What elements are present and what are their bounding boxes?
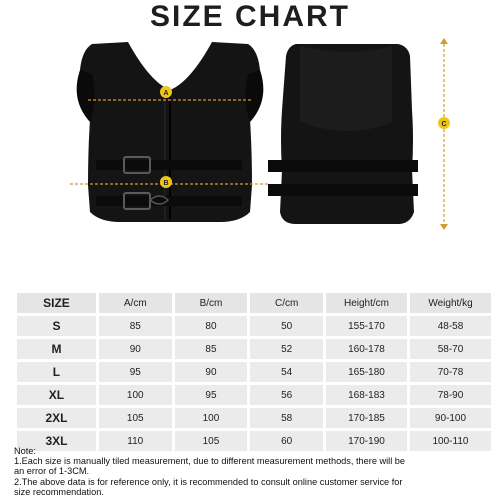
cell-c: 52 <box>250 339 323 359</box>
cell-c: 56 <box>250 385 323 405</box>
table-row <box>17 408 491 428</box>
cell-c: 58 <box>250 408 323 428</box>
cell-weight: 90-100 <box>410 408 491 428</box>
cell-size: M <box>17 339 96 359</box>
note-line: an error of 1-3CM. <box>14 466 90 477</box>
cell-a: 100 <box>99 385 172 405</box>
table-row <box>17 362 491 382</box>
cell-size: 3XL <box>17 431 96 451</box>
marker-a-badge <box>160 86 172 98</box>
front-vest-image <box>70 42 268 222</box>
cell-height: 155-170 <box>326 316 407 336</box>
size-table <box>14 290 494 454</box>
cell-weight: 58-70 <box>410 339 491 359</box>
marker-c-label: C <box>441 121 447 128</box>
cell-a: 90 <box>99 339 172 359</box>
cell-a: 85 <box>99 316 172 336</box>
cell-height: 170-185 <box>326 408 407 428</box>
header-c: C/cm <box>250 293 323 313</box>
cell-b: 80 <box>175 316 248 336</box>
cell-c: 54 <box>250 362 323 382</box>
marker-a-label: A <box>163 90 169 97</box>
cell-c: 60 <box>250 431 323 451</box>
cell-height: 170-190 <box>326 431 407 451</box>
cell-b: 85 <box>175 339 248 359</box>
note-section <box>14 446 498 497</box>
note-line: 2.The above data is for reference only, it is recommended to consult online customer service for <box>14 476 403 487</box>
note-line: size recommendation. <box>14 486 104 497</box>
header-height: Height/cm <box>326 293 407 313</box>
cell-c: 50 <box>250 316 323 336</box>
cell-size: S <box>17 316 96 336</box>
header-a: A/cm <box>99 293 172 313</box>
cell-b: 100 <box>175 408 248 428</box>
cell-size: L <box>17 362 96 382</box>
marker-c-badge <box>438 117 450 129</box>
cell-b: 105 <box>175 431 248 451</box>
cell-weight: 48-58 <box>410 316 491 336</box>
cell-height: 160-178 <box>326 339 407 359</box>
header-b: B/cm <box>175 293 248 313</box>
note-heading: Note: <box>14 446 36 456</box>
table-row <box>17 316 491 336</box>
cell-a: 95 <box>99 362 172 382</box>
table-row <box>17 339 491 359</box>
cell-height: 165-180 <box>326 362 407 382</box>
cell-weight: 78-90 <box>410 385 491 405</box>
cell-size: XL <box>17 385 96 405</box>
product-photo <box>0 34 500 286</box>
cell-b: 90 <box>175 362 248 382</box>
cell-size: 2XL <box>17 408 96 428</box>
header-size: SIZE <box>17 293 96 313</box>
cell-a: 110 <box>99 431 172 451</box>
marker-b-label: B <box>163 180 169 187</box>
note-line: 1.Each size is manually tiled measurement, due to different measurement methods, there will be <box>14 456 406 467</box>
header-weight: Weight/kg <box>410 293 491 313</box>
back-vest-image <box>268 38 448 230</box>
cell-a: 105 <box>99 408 172 428</box>
table-header-row <box>17 293 491 313</box>
table-row <box>17 385 491 405</box>
cell-weight: 100-110 <box>410 431 491 451</box>
cell-height: 168-183 <box>326 385 407 405</box>
page-title: SIZE CHART <box>150 0 350 33</box>
marker-b-badge <box>160 176 172 188</box>
cell-weight: 70-78 <box>410 362 491 382</box>
cell-b: 95 <box>175 385 248 405</box>
